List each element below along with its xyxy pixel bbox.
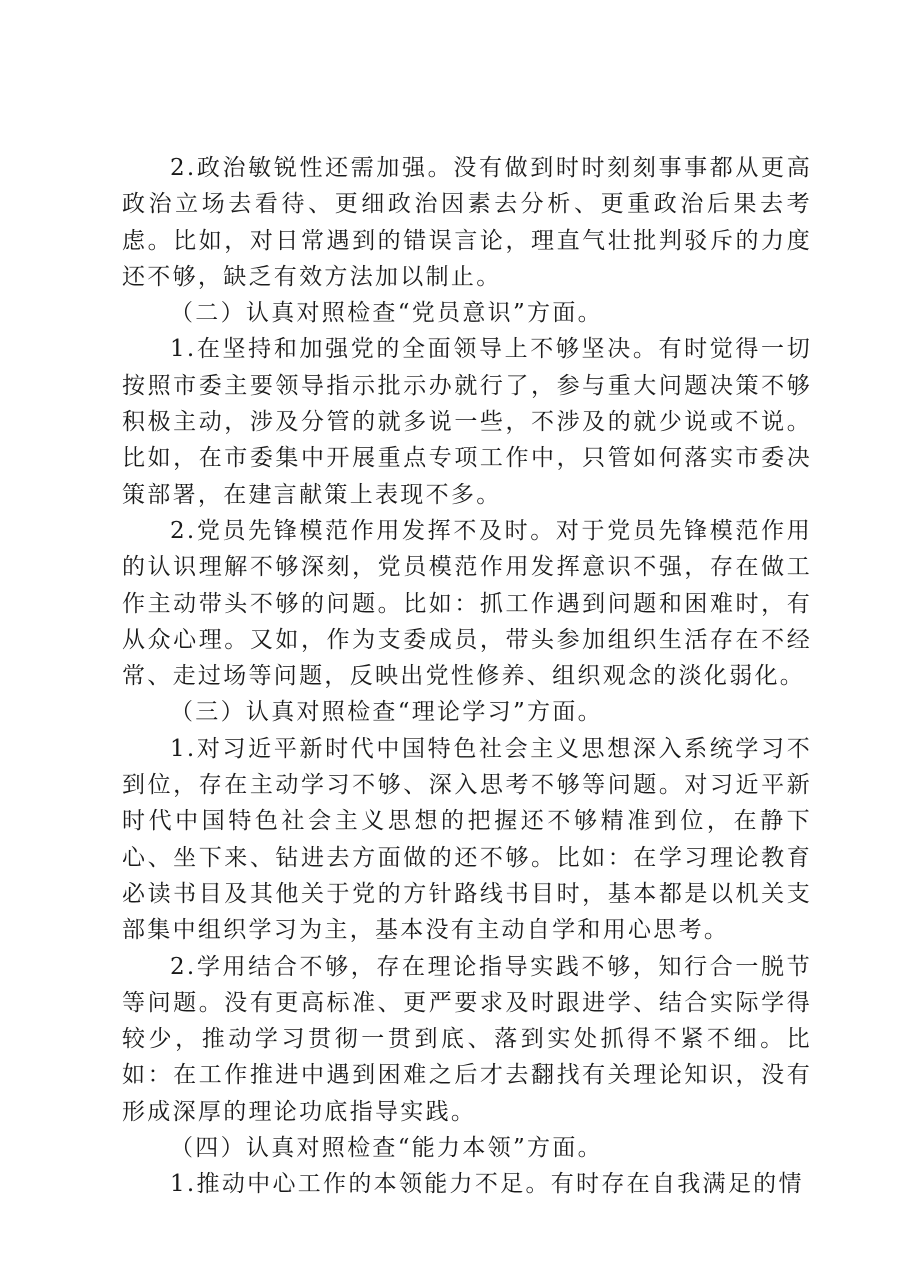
section-heading-capability: （四）认真对照检查“能力本领”方面。: [170, 1135, 603, 1162]
paragraph-central-work-capability: 1.推动中心工作的本领能力不足。有时存在自我满足的情: [170, 1171, 804, 1198]
document-body: [122, 150, 812, 1203]
paragraph-party-leadership: 1.在坚持和加强党的全面领导上不够坚决。有时觉得一切按照市委主要领导指示批示办就行了，参与重大问题决策不够积极主动，涉及分管的就多说一些，不涉及的就少说或不说。比如，在市委集中开展重点专项工作中，只管如何落实市委决策部署，在建言献策上表现不多。: [122, 336, 812, 508]
paragraph-vanguard-role: 2.党员先锋模范作用发挥不及时。对于党员先锋模范作用的认识理解不够深刻，党员模范作用发挥意识不强，存在做工作主动带头不够的问题。比如：抓工作遇到问题和困难时，有从众心理。又如，作为支委成员，带头参加组织生活存在不经常、走过场等问题，反映出党性修养、组织观念的淡化弱化。: [122, 517, 812, 690]
section-heading-theory-study: （三）认真对照检查“理论学习”方面。: [170, 699, 603, 726]
paragraph-theory-practice: 2.学用结合不够，存在理论指导实践不够，知行合一脱节等问题。没有更高标准、更严要求及时跟进学、结合实际学得较少，推动学习贯彻一贯到底、落到实处抓得不紧不细。比如：在工作推进中遇到困难之后才去翻找有关理论知识，没有形成深厚的理论功底指导实践。: [122, 953, 812, 1125]
paragraph-political-sensitivity: 2.政治敏锐性还需加强。没有做到时时刻刻事事都从更高政治立场去看待、更细政治因素去分析、更重政治后果去考虑。比如，对日常遇到的错误言论，理直气壮批判驳斥的力度还不够，缺乏有效方法加以制止。: [122, 155, 812, 290]
section-heading-party-member-awareness: （二）认真对照检查“党员意识”方面。: [170, 300, 603, 327]
paragraph-systematic-study: 1.对习近平新时代中国特色社会主义思想深入系统学习不到位，存在主动学习不够、深入思考不够等问题。对习近平新时代中国特色社会主义思想的把握还不够精准到位，在静下心、坐下来、钻进去方面做的还不够。比如：在学习理论教育必读书目及其他关于党的方针路线书目时，基本都是以机关支部集中组织学习为主，基本没有主动自学和用心思考。: [122, 735, 812, 944]
